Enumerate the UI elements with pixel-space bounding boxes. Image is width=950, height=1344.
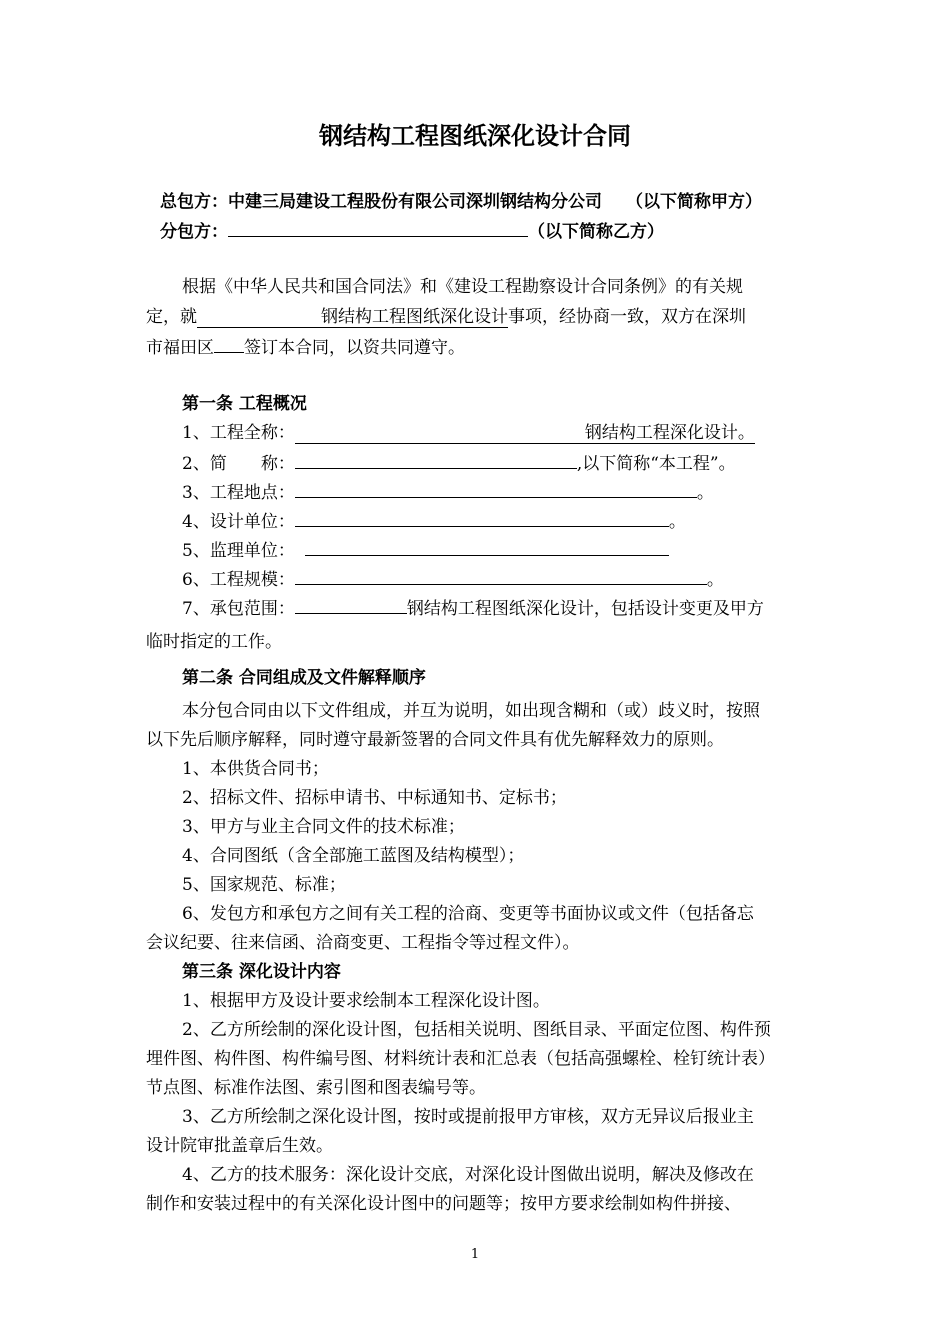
project-scale-field: 6、工程规模： 。 bbox=[182, 566, 724, 592]
general-contractor-suffix: （以下简称甲方） bbox=[626, 192, 762, 212]
article-3-item-3-line-2: 设计院审批盖章后生效。 bbox=[146, 1136, 333, 1156]
intro-project-item: 钢结构工程图纸深化设计 bbox=[197, 307, 508, 328]
article-2-item-2: 2、招标文件、招标申请书、中标通知书、定标书； bbox=[182, 788, 567, 808]
intro-line-3: 市福田区 签订本合同，以资共同遵守。 bbox=[146, 334, 465, 360]
article-2-item-4: 4、合同图纸（含全部施工蓝图及结构模型）； bbox=[182, 846, 525, 866]
supervision-unit-field: 5、监理单位： bbox=[182, 537, 669, 563]
contract-scope-continued: 临时指定的工作。 bbox=[146, 632, 282, 652]
intro-blank bbox=[214, 334, 244, 353]
scale-blank bbox=[295, 566, 707, 585]
general-contractor-line bbox=[160, 190, 762, 214]
article-1-heading: 第一条 工程概况 bbox=[182, 394, 307, 414]
article-3-item-1: 1、根据甲方及设计要求绘制本工程深化设计图。 bbox=[182, 991, 550, 1011]
contract-title: 钢结构工程图纸深化设计合同 bbox=[319, 121, 631, 150]
location-blank bbox=[295, 479, 697, 498]
article-3-item-2-line-2: 埋件图、构件图、构件编号图、材料统计表和汇总表（包括高强螺栓、栓钉统计表） bbox=[146, 1049, 775, 1069]
project-short-name-field: 2、简 称： ,以下简称“本工程”。 bbox=[182, 450, 736, 476]
subcontractor-blank bbox=[228, 218, 528, 237]
article-2-item-6-line-2: 会议纪要、往来信函、洽商变更、工程指令等过程文件）。 bbox=[146, 933, 580, 953]
supervision-unit-blank bbox=[305, 537, 669, 556]
general-contractor-name: 中建三局建设工程股份有限公司深圳钢结构分公司 bbox=[228, 192, 602, 212]
article-2-item-5: 5、国家规范、标准； bbox=[182, 875, 346, 895]
article-3-item-2-line-3: 节点图、标准作法图、索引图和图表编号等。 bbox=[146, 1078, 486, 1098]
article-3-heading: 第三条 深化设计内容 bbox=[182, 962, 341, 982]
design-unit-field: 4、设计单位： 。 bbox=[182, 508, 686, 534]
project-name-value: 钢结构工程深化设计。 bbox=[295, 423, 755, 444]
intro-line-2: 定，就 钢结构工程图纸深化设计事项，经协商一致，双方在深圳 bbox=[146, 307, 746, 327]
article-2-para-line-1: 本分包合同由以下文件组成，并互为说明，如出现含糊和（或）歧义时，按照 bbox=[182, 701, 760, 721]
article-2-heading: 第二条 合同组成及文件解释顺序 bbox=[182, 668, 426, 688]
article-3-item-3-line-1: 3、乙方所绘制之深化设计图，按时或提前报甲方审核，双方无异议后报业主 bbox=[182, 1107, 754, 1127]
project-name-field: 1、工程全称： 钢结构工程深化设计。 bbox=[182, 423, 755, 443]
article-3-item-4-line-1: 4、乙方的技术服务：深化设计交底，对深化设计图做出说明，解决及修改在 bbox=[182, 1165, 754, 1185]
article-3-item-2-line-1: 2、乙方所绘制的深化设计图，包括相关说明、图纸目录、平面定位图、构件预 bbox=[182, 1020, 771, 1040]
article-2-para-line-2: 以下先后顺序解释，同时遵守最新签署的合同文件具有优先解释效力的原则。 bbox=[146, 730, 724, 750]
contract-scope-field: 7、承包范围： 钢结构工程图纸深化设计，包括设计变更及甲方 bbox=[182, 595, 764, 621]
subcontractor-label: 分包方： bbox=[160, 222, 228, 242]
project-location-field: 3、工程地点： 。 bbox=[182, 479, 714, 505]
subcontractor-suffix: （以下简称乙方） bbox=[528, 222, 664, 242]
article-2-item-3: 3、甲方与业主合同文件的技术标准； bbox=[182, 817, 465, 837]
article-3-item-4-line-2: 制作和安装过程中的有关深化设计图中的问题等；按甲方要求绘制如构件拼接、 bbox=[146, 1194, 741, 1214]
intro-line-1: 根据《中华人民共和国合同法》和《建设工程勘察设计合同条例》的有关规 bbox=[182, 277, 743, 297]
short-name-blank bbox=[295, 450, 577, 469]
article-2-item-6-line-1: 6、发包方和承包方之间有关工程的洽商、变更等书面协议或文件（包括备忘 bbox=[182, 904, 754, 924]
general-contractor-label: 总包方： bbox=[160, 192, 228, 212]
design-unit-blank bbox=[295, 508, 669, 527]
article-2-item-1: 1、本供货合同书； bbox=[182, 759, 329, 779]
scope-blank bbox=[295, 595, 407, 614]
subcontractor-line bbox=[160, 218, 664, 244]
page-number: 1 bbox=[470, 1247, 480, 1262]
